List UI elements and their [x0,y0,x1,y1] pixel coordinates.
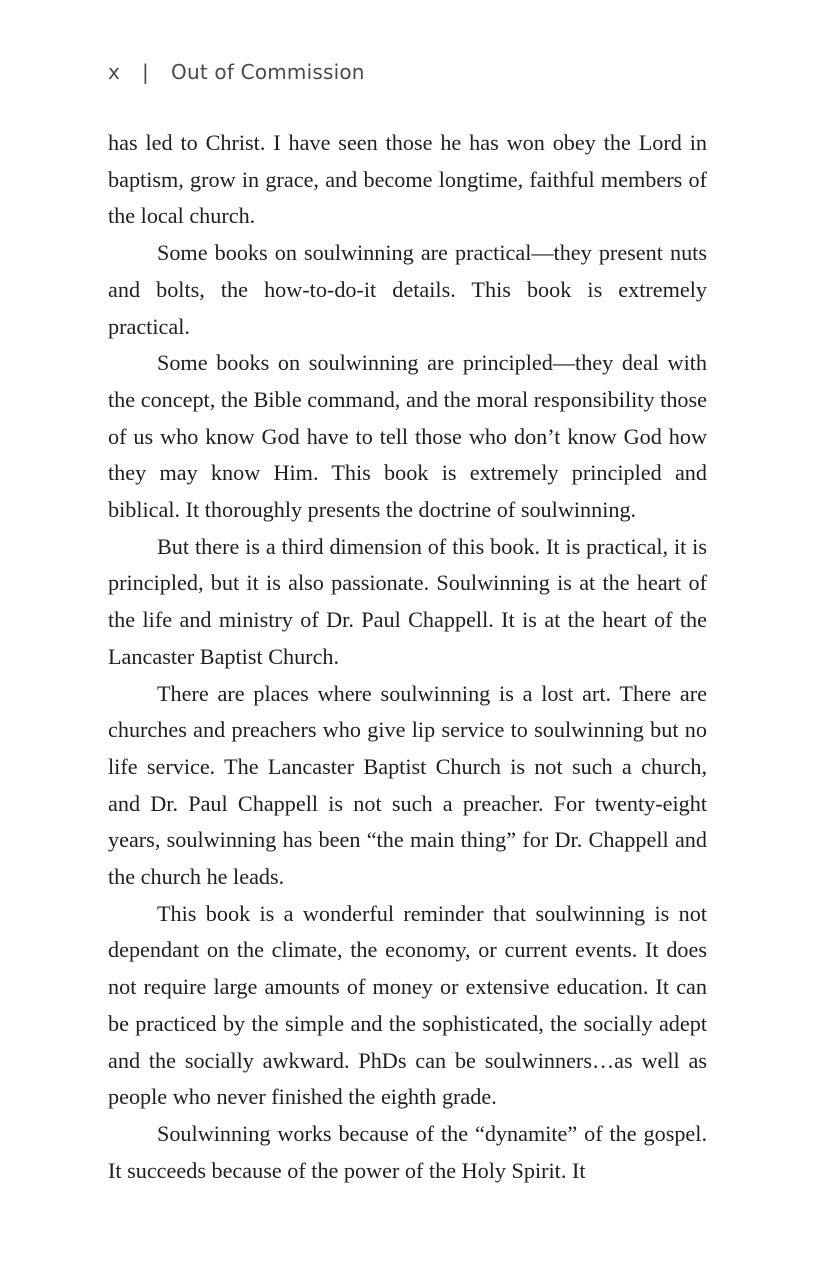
paragraph: There are places where soulwinning is a lost art. There are churches and preachers who give lip service to soulwinning but no life service. The Lancaster Baptist Church is not such a church, and Dr. Paul Chappell is not such a preacher. For twenty-eight years, soulwinning has been “the main thing” for Dr. Chappell and the church he leads. [108,680,707,890]
body-text [108,125,707,1189]
header-separator: | [142,60,149,84]
paragraph: This book is a wonderful reminder that soulwinning is not dependant on the climate, the economy, or current events. It does not require large amounts of money or extensive education. It can be practiced by the simple and the sophisticated, the socially adept and the socially awkward. PhDs can be soulwinners…as well as people who never finished the eighth grade. [108,900,707,1110]
book-title: Out of Commission [171,60,365,84]
paragraph: Some books on soulwinning are practical—they present nuts and bolts, the how-to-do-it details. This book is extremely practical. [108,240,707,339]
paragraph: Some books on soulwinning are principled—they deal with the concept, the Bible command, and the moral responsibility those of us who know God have to tell those who don’t know God how they may know Him. This book is extremely principled and biblical. It thoroughly presents the doctrine of soulwinning. [108,350,707,523]
paragraph: has led to Christ. I have seen those he has won obey the Lord in baptism, grow in grace, and become longtime, faithful members of the local church. [108,130,707,229]
paragraph: But there is a third dimension of this book. It is practical, it is principled, but it is also passionate. Soulwinning is at the heart of the life and ministry of Dr. Paul Chappell. It is at the heart of the Lancaster Baptist Church. [108,533,707,669]
paragraph: Soulwinning works because of the “dynamite” of the gospel. It succeeds because of the power of the Holy Spirit. It [108,1120,707,1183]
page-number: x [108,60,121,84]
running-head [108,60,365,84]
